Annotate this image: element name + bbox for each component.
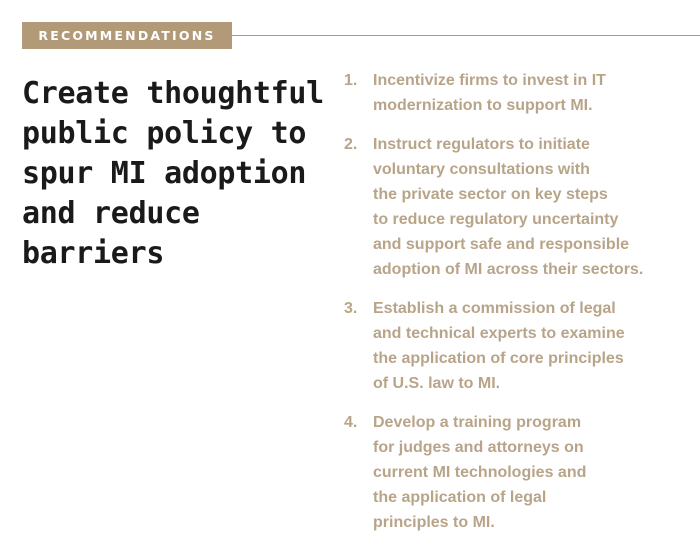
recommendation-text-line: for judges and attorneys on	[373, 439, 584, 456]
recommendation-text-line: the application of core principles	[373, 350, 624, 367]
section-header-tag	[22, 22, 232, 49]
recommendation-text-line: modernization to support MI.	[373, 97, 593, 114]
title-line: spur MI adoption	[22, 156, 307, 191]
page-title	[22, 74, 322, 274]
title-line: barriers	[22, 236, 165, 271]
recommendation-text-line: voluntary consultations with	[373, 161, 590, 178]
recommendation-text-line: current MI technologies and	[373, 464, 587, 481]
recommendation-number: 2.	[344, 136, 358, 153]
recommendation-item-4	[340, 410, 685, 535]
recommendation-text-line: and support safe and responsible	[373, 236, 630, 253]
recommendation-text-line: the private sector on key steps	[373, 186, 608, 203]
recommendation-item-1	[340, 68, 685, 118]
recommendation-text-line: Establish a commission of legal	[373, 300, 616, 317]
recommendation-text-line: principles to MI.	[373, 514, 495, 531]
section-header-label: RECOMMENDATIONS	[38, 28, 216, 43]
recommendation-text-line: to reduce regulatory uncertainty	[373, 211, 619, 228]
recommendations-list	[340, 68, 685, 549]
header-divider-line	[232, 35, 700, 36]
recommendation-text-line: Incentivize firms to invest in IT	[373, 72, 606, 89]
recommendation-number: 3.	[344, 300, 358, 317]
recommendation-text-line: Instruct regulators to initiate	[373, 136, 590, 153]
recommendation-text-line: and technical experts to examine	[373, 325, 625, 342]
recommendation-item-2	[340, 132, 685, 282]
title-line: public policy to	[22, 116, 307, 151]
title-line: and reduce	[22, 196, 200, 231]
recommendation-text-line: adoption of MI across their sectors.	[373, 261, 644, 278]
recommendation-text-line: Develop a training program	[373, 414, 582, 431]
recommendation-text-line: of U.S. law to MI.	[373, 375, 501, 392]
title-line: Create thoughtful	[22, 76, 324, 111]
recommendation-text-line: the application of legal	[373, 489, 547, 506]
recommendation-number: 1.	[344, 72, 358, 89]
recommendation-number: 4.	[344, 414, 358, 431]
recommendation-item-3	[340, 296, 685, 396]
